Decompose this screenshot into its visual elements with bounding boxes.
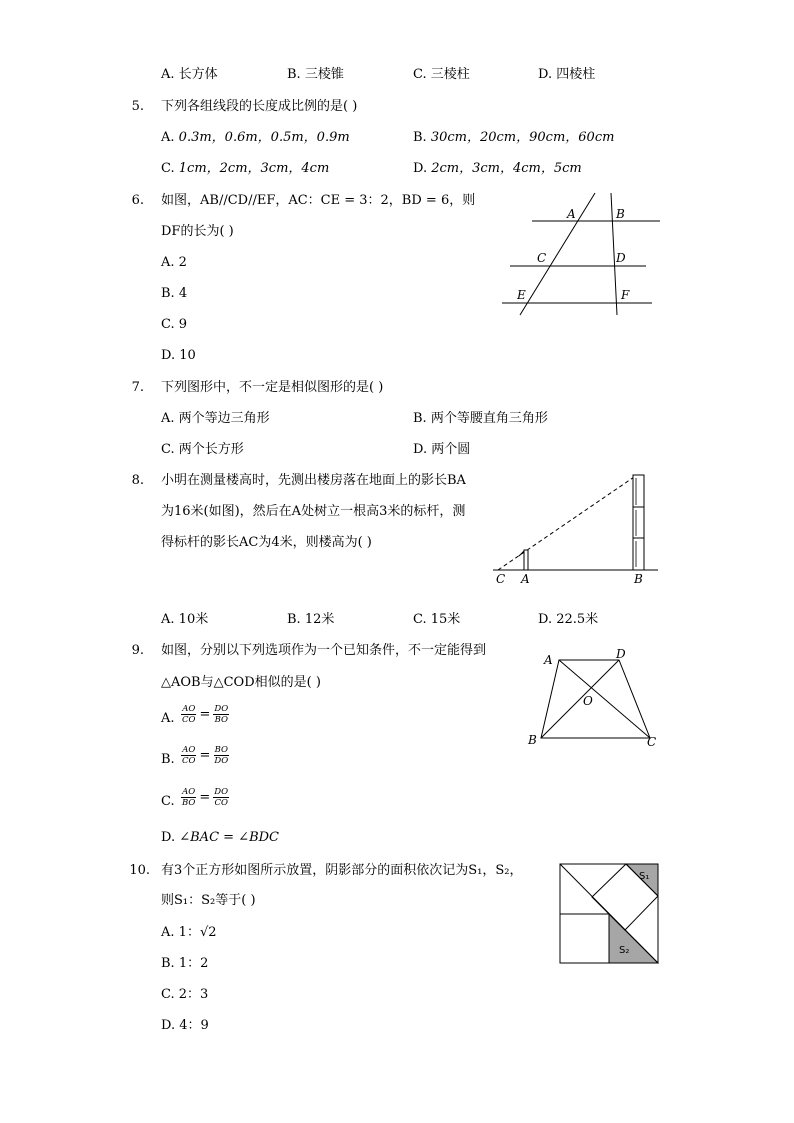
label-f: F: [621, 288, 630, 302]
label-d: D: [616, 251, 626, 265]
q9-option-a-letter: A.: [161, 711, 175, 726]
question-number: 7.: [131, 380, 144, 395]
label-c: C: [496, 572, 506, 586]
question-number: 5.: [131, 99, 144, 114]
label-a: A: [567, 207, 576, 221]
label-d: D: [616, 647, 626, 661]
question-stem: 下列图形中，不一定是相似图形的是( ): [161, 380, 384, 395]
question-stem-line1: 有3个正方形如图所示放置，阴影部分的面积依次记为S₁，S₂，: [161, 863, 523, 878]
diagonal-bd: [541, 660, 619, 738]
question-number: 6.: [131, 193, 144, 208]
label-a: A: [521, 572, 530, 586]
q6-option-a: A. 2: [161, 255, 187, 270]
q4-option-c: C. 三棱柱: [413, 67, 470, 82]
question-stem-line1: 如图，分别以下列选项作为一个已知条件，不一定能得到: [161, 643, 487, 658]
question-stem-line2: DF的长为( ): [161, 224, 234, 239]
label-a: A: [544, 653, 553, 667]
label-s1: S₁: [639, 871, 650, 882]
q8-option-d: D. 22.5米: [538, 612, 599, 627]
question-number: 10.: [129, 863, 150, 878]
q9-option-c-fraction: $\frac{AO}{BO}$ = $\frac{DO}{CO}$: [182, 787, 229, 808]
q10-option-b: B. 1：2: [161, 956, 209, 971]
diagonal-ac: [559, 660, 650, 738]
q10-option-c: C. 2：3: [161, 987, 209, 1002]
q4-option-d: D. 四棱柱: [538, 67, 596, 82]
question-stem-line2: 则S₁：S₂等于( ): [161, 893, 256, 908]
q4-option-a: A. 长方体: [161, 67, 218, 82]
q8-option-c: C. 15米: [413, 612, 461, 627]
q6-parallel-lines-figure: [500, 190, 665, 320]
question-stem-line2: 为16米(如图)，然后在A处树立一根高3米的标杆，测: [161, 504, 466, 519]
q7-option-b: B. 两个等腰直角三角形: [413, 411, 548, 426]
q9-option-d: D. ∠BAC = ∠BDC: [161, 830, 279, 845]
q9-trapezoid-figure: [525, 645, 665, 755]
q8-option-a: A. 10米: [161, 612, 209, 627]
pole: [524, 550, 528, 570]
question-stem-line3: 得标杆的影长AC为4米，则楼高为( ): [161, 535, 372, 550]
q9-option-c-letter: C.: [161, 794, 175, 809]
question-stem-line1: 如图，AB//CD//EF，AC：CE = 3：2，BD = 6，则: [161, 193, 476, 208]
q5-option-a: A. 0.3m，0.6m，0.5m，0.9m: [161, 130, 350, 145]
q10-option-d: D. 4：9: [161, 1018, 209, 1033]
q5-option-c: C. 1cm，2cm，3cm，4cm: [161, 161, 330, 176]
q4-option-b: B. 三棱锥: [287, 67, 344, 82]
label-c: C: [537, 251, 547, 265]
question-stem-line1: 小明在测量楼高时，先测出楼房落在地面上的影长BA: [161, 473, 466, 488]
q7-option-a: A. 两个等边三角形: [161, 411, 270, 426]
q9-option-b-fraction: $\frac{AO}{CO}$ = $\frac{BO}{DO}$: [182, 745, 229, 766]
label-b: B: [634, 572, 643, 586]
q5-option-b: B. 30cm，20cm，90cm，60cm: [413, 130, 615, 145]
question-number: 9.: [131, 643, 144, 658]
q10-option-a: A. 1：√2: [161, 925, 217, 940]
q7-option-c: C. 两个长方形: [161, 442, 244, 457]
q10-squares-figure: [559, 862, 661, 966]
q8-option-b: B. 12米: [287, 612, 335, 627]
question-number: 8.: [131, 473, 144, 488]
q8-shadow-figure: [490, 470, 665, 590]
question-stem-line2: △AOB与△COD相似的是( ): [161, 675, 321, 690]
label-s2: S₂: [619, 945, 630, 956]
q5-option-d: D. 2cm，3cm，4cm，5cm: [413, 161, 582, 176]
q6-option-b: B. 4: [161, 286, 188, 301]
trapezoid: [541, 660, 650, 738]
q6-option-c: C. 9: [161, 317, 188, 332]
question-stem: 下列各组线段的长度成比例的是( ): [161, 99, 358, 114]
label-b: B: [528, 733, 537, 747]
q6-option-d: D. 10: [161, 348, 196, 363]
label-c: C: [647, 735, 657, 749]
transversal-ace: [520, 193, 595, 315]
label-e: E: [517, 288, 526, 302]
building: [633, 475, 644, 570]
q9-option-b-letter: B.: [161, 752, 175, 767]
label-o: O: [583, 694, 593, 708]
q7-option-d: D. 两个圆: [413, 442, 471, 457]
q9-option-a-fraction: $\frac{AO}{CO}$ = $\frac{DO}{BO}$: [182, 704, 229, 725]
label-b: B: [616, 207, 625, 221]
